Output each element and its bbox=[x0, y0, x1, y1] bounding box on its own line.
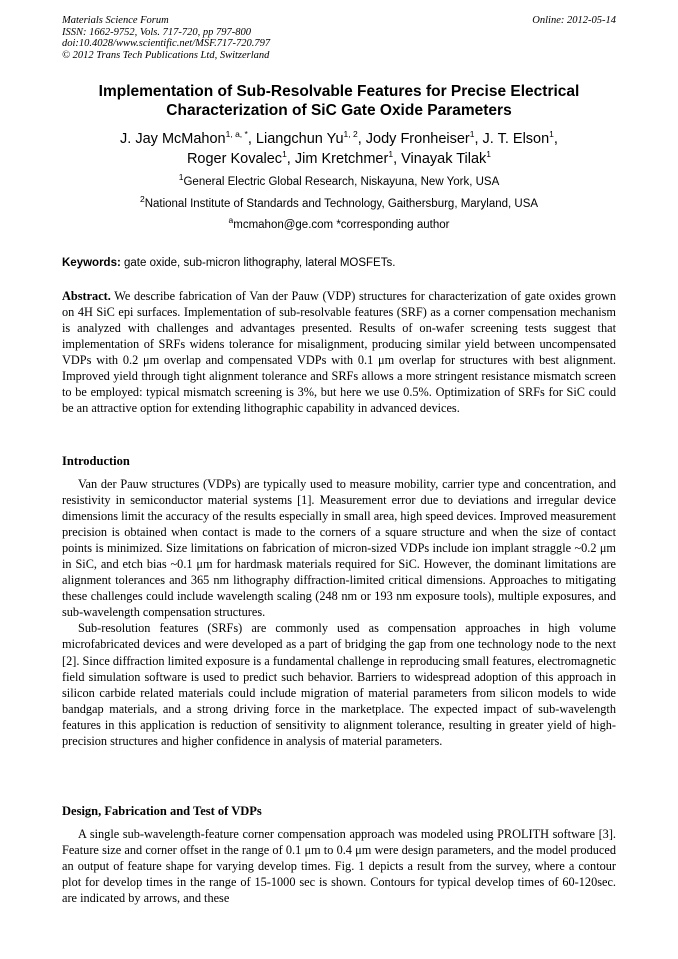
author-name: Jody Fronheiser bbox=[365, 131, 470, 147]
email-text: mcmahon@ge.com *corresponding author bbox=[233, 219, 450, 231]
journal-header bbox=[62, 15, 270, 61]
author-affil-mark: 1, 2 bbox=[343, 129, 358, 140]
author-name: J. T. Elson bbox=[482, 131, 550, 147]
author-separator: , bbox=[393, 151, 402, 167]
keywords-label: Keywords: bbox=[62, 257, 121, 269]
issn-line: ISSN: 1662-9752, Vols. 717-720, pp 797-800 bbox=[62, 26, 251, 38]
design-heading: Design, Fabrication and Test of VDPs bbox=[62, 804, 262, 818]
affiliation-mark: 2 bbox=[139, 194, 145, 205]
author-affil-mark: 1 bbox=[486, 149, 492, 160]
design-body bbox=[62, 826, 616, 906]
paper-title bbox=[62, 82, 616, 120]
author-name: Liangchun Yu bbox=[255, 131, 344, 147]
title-line-2: Characterization of SiC Gate Oxide Parameters bbox=[166, 102, 512, 119]
design-paragraph-1: A single sub-wavelength-feature corner compensation approach was modeled using PROLITH software [3]. Feature size and corner offset in the range of 0.1 μm to 0.4 μm were design parameters, and the model produced an output of feature shape for varying develop times. Fig. 1 depicts a result from the survey, where a contour plot for develop times in the range of 15-1000 sec is shown. Contours for typical develop times of 60-120sec. are indicated by arrows, and these bbox=[62, 827, 616, 906]
author-separator: , bbox=[357, 131, 366, 147]
journal-name: Materials Science Forum bbox=[62, 15, 169, 26]
abstract-label: Abstract. bbox=[62, 289, 111, 303]
author-name: Vinayak Tilak bbox=[401, 151, 487, 167]
introduction-paragraph-2: Sub-resolution features (SRFs) are commonly used as compensation approaches in high volume microfabricated devices and were developed as a part of bridging the gap from one technology node to the next [2]. Since diffraction limited exposure is a fundamental challenge in reproducing small features, electromagnetic field simulation software is used to predict such behavior. Barriers to widespread adoption of this approach in silicon carbide related materials could include migration of material parameters from silicon models to wide bandgap materials, and a strong driving force in the marketplace. The expected impact of sub-wavelength features in this application is reduction of sensitivity to alignment tolerance, resulting in greater yield of high-precision structures and higher confidence in analysis of material parameters. bbox=[62, 621, 616, 748]
author-separator: , bbox=[247, 131, 256, 147]
affiliation-mark: 1 bbox=[178, 172, 184, 183]
author-affil-mark: 1 bbox=[549, 129, 554, 140]
affiliation-1 bbox=[62, 172, 616, 188]
author-line-2 bbox=[62, 149, 616, 169]
author-separator: , bbox=[286, 151, 295, 167]
author-list bbox=[62, 129, 616, 169]
online-date: Online: 2012-05-14 bbox=[532, 15, 616, 26]
copyright-line: © 2012 Trans Tech Publications Ltd, Switzerland bbox=[62, 49, 270, 61]
affiliation-2 bbox=[62, 194, 616, 210]
affiliation-text: National Institute of Standards and Technology, Gaithersburg, Maryland, USA bbox=[144, 198, 539, 210]
author-affil-mark: 1 bbox=[469, 129, 475, 140]
author-name: J. Jay McMahon bbox=[120, 131, 226, 147]
author-affil-mark: 1 bbox=[388, 149, 394, 160]
doi-line: doi:10.4028/www.scientific.net/MSF.717-720.797 bbox=[62, 38, 271, 49]
introduction-body bbox=[62, 476, 616, 749]
author-line-1 bbox=[62, 129, 616, 149]
affiliation-text: General Electric Global Research, Niskayuna, New York, USA bbox=[183, 176, 500, 188]
title-line-1: Implementation of Sub-Resolvable Features for Precise Electrical bbox=[98, 83, 580, 100]
introduction-heading: Introduction bbox=[62, 454, 130, 468]
keywords bbox=[62, 257, 616, 269]
author-affil-mark: 1 bbox=[282, 149, 287, 160]
abstract-text: We describe fabrication of Van der Pauw (VDP) structures for characterization of gate oxides grown on 4H SiC epi surfaces. Implementation of sub-resolvable features (SRF) as a corner compensation mechanism is analyzed with challenges and advantages presented. Results of on-wafer screening tests suggest that implementation of SRFs widens tolerance for misalignment, producing similar yield between uncompensated VDPs with 0.2 μm overlap and compensated VDPs with 0.1 μm overlap for structures with best alignment. Improved yield through tight alignment tolerance and SRFs allows a more stringent resistance mismatch screen to be employed: typical mismatch screening is 3%, but here we use 0.5%. Optimization of SRFs for SiC could be an attractive option for extending lithographic capability in advanced devices. bbox=[62, 289, 616, 416]
author-name: Roger Kovalec bbox=[186, 151, 283, 167]
abstract bbox=[62, 288, 616, 416]
introduction-paragraph-1: Van der Pauw structures (VDPs) are typically used to measure mobility, carrier type and concentration, and resistivity in semiconductor material systems [1]. Measurement error due to deviations and irregular device dimensions limit the accuracy of the results especially in small area, high speed devices. Improved measurement precision is obtained when contact is made to the corners of a square structure and when the size of contact points is minimized. Size limitations on fabrication of micron-sized VDPs include ion implant straggle ~0.2 μm in SiC, and etch bias ~0.1 μm for hardmask materials required for SiC. However, the dominant limitations are alignment tolerances and 365 nm lithography diffraction-limited critical dimensions. Approaches to mitigating these challenges could include wavelength scaling (248 nm or 193 nm exposure tools), multiple exposures, and sub-wavelength compensation structures. bbox=[62, 477, 616, 620]
author-separator: , bbox=[474, 131, 483, 147]
author-affil-mark: 1, a, * bbox=[225, 129, 248, 140]
author-name: Jim Kretchmer bbox=[294, 151, 389, 167]
affiliation-mark: a bbox=[228, 215, 234, 226]
corresponding-email bbox=[62, 215, 616, 231]
author-separator: , bbox=[553, 131, 558, 147]
keywords-text: gate oxide, sub-micron lithography, lateral MOSFETs. bbox=[120, 257, 396, 269]
